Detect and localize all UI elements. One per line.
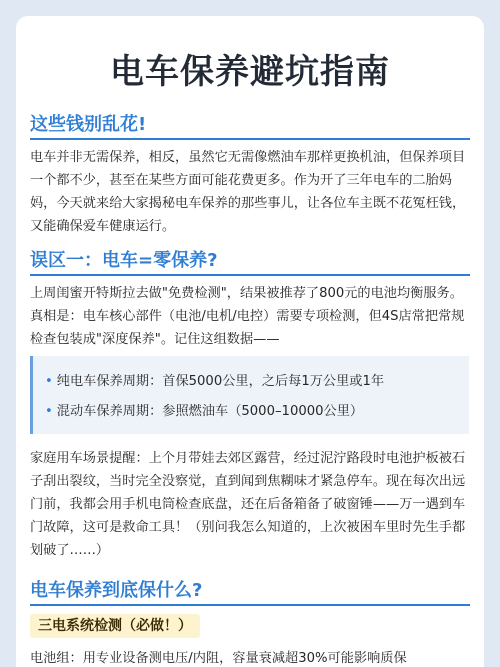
bullet-icon: •: [45, 374, 53, 389]
section-divider-3: [30, 604, 470, 606]
article-card: [16, 16, 484, 667]
section-heading-3: 电车保养到底保什么?: [30, 580, 203, 601]
section-heading-2: 误区一：电车=零保养?: [30, 250, 218, 271]
list-item: • 纯电车保养周期：首保5000公里，之后每1万公里或1年: [45, 374, 385, 389]
section-divider-2: [30, 274, 470, 276]
section-divider-1: [30, 138, 470, 140]
data-callout: [30, 356, 469, 434]
section-paragraph-3: 家庭用车场景提醒：上个月带娃去郊区露营，经过泥泞路段时电池护板被石子刮出裂纹，当时完全没察觉，直到闻到焦糊味才紧急停车。现在每次出远门前，我都会用手机电筒检查底盘，还在后备箱备了破窗锤——万一遇到车门故障，这可是救命工具！（别问我怎么知道的，上次被困车里时先生手都划破了……）: [30, 451, 466, 558]
list-item: • 混动车保养周期：参照燃油车（5000–10000公里）: [45, 404, 364, 419]
page-title: 电车保养避坑指南: [110, 52, 390, 92]
bullet-icon: •: [45, 404, 53, 419]
section-paragraph-1: 电车并非无需保养，相反，虽然它无需像燃油车那样更换机油，但保养项目一个都不少，甚至在某些方面可能花费更多。作为开了三年电车的二胎妈妈，今天就来给大家揭秘电车保养的那些事儿，让各位车主既不花冤枉钱，又能确保爱车健康运行。: [30, 150, 466, 234]
section-paragraph-2: 上周闺蜜开特斯拉去做"免费检测"，结果被推荐了800元的电池均衡服务。真相是：电车核心部件（电池/电机/电控）需要专项检测，但4S店常把常规检查包装成"深度保养"。记住这组数据——: [30, 286, 465, 347]
section-paragraph-4: 电池组：用专业设备测电压/内阻，容量衰减超30%可能影响质保: [30, 651, 407, 666]
section-heading-1: 这些钱别乱花!: [30, 114, 147, 135]
subheading-badge: 三电系统检测（必做！）: [30, 614, 200, 638]
